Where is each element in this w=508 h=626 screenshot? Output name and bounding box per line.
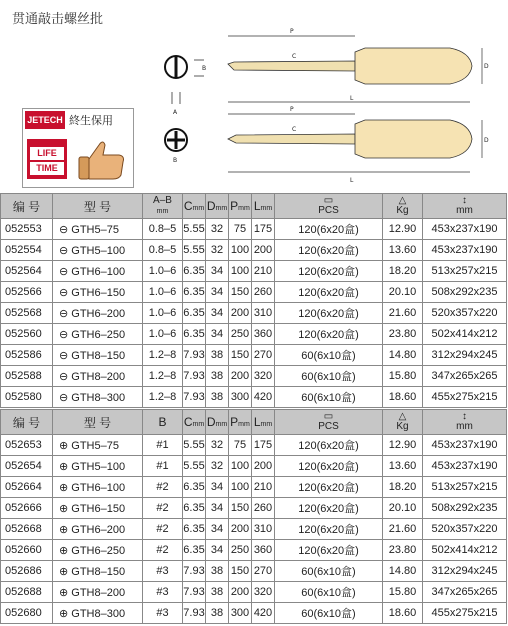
cell-mm: 508x292x235 xyxy=(423,282,507,303)
cell-d: 32 xyxy=(206,435,229,456)
cell-c: 6.35 xyxy=(183,498,206,519)
col-mm: ↕ mm xyxy=(423,410,507,435)
cell-model: ⊖ GTH8–200 xyxy=(53,366,143,387)
cell-l: 360 xyxy=(252,324,275,345)
table-row xyxy=(1,603,507,624)
dim-label-d-top: D xyxy=(484,63,489,70)
cell-p: 200 xyxy=(229,303,252,324)
col-b: B xyxy=(143,410,183,435)
cell-code: 052586 xyxy=(1,345,53,366)
cell-pcs: 120(6x20盒) xyxy=(275,456,383,477)
cell-model: ⊕ GTH8–200 xyxy=(53,582,143,603)
col-model: 型 号 xyxy=(53,410,143,435)
cell-code: 052686 xyxy=(1,561,53,582)
cell-model: ⊕ GTH5–75 xyxy=(53,435,143,456)
cell-p: 200 xyxy=(229,366,252,387)
cell-code: 052560 xyxy=(1,324,53,345)
cell-kg: 21.60 xyxy=(383,303,423,324)
cell-model: ⊖ GTH6–200 xyxy=(53,303,143,324)
cell-model: ⊕ GTH5–100 xyxy=(53,456,143,477)
cell-c: 7.93 xyxy=(183,603,206,624)
cell-p: 100 xyxy=(229,261,252,282)
cell-code: 052654 xyxy=(1,456,53,477)
cell-d: 38 xyxy=(206,561,229,582)
dim-label-l-top: L xyxy=(350,95,354,102)
table-row xyxy=(1,477,507,498)
cell-d: 38 xyxy=(206,603,229,624)
dimension-icon: ↕ xyxy=(462,195,467,206)
cell-l: 310 xyxy=(252,519,275,540)
cell-c: 7.93 xyxy=(183,561,206,582)
cell-p: 75 xyxy=(229,435,252,456)
cell-c: 7.93 xyxy=(183,387,206,408)
cell-mm: 453x237x190 xyxy=(423,219,507,240)
table-row xyxy=(1,540,507,561)
table-row xyxy=(1,282,507,303)
cell-kg: 20.10 xyxy=(383,282,423,303)
cell-pcs: 120(6x20盒) xyxy=(275,261,383,282)
cell-p: 200 xyxy=(229,582,252,603)
cell-code: 052680 xyxy=(1,603,53,624)
col-code: 编 号 xyxy=(1,410,53,435)
cell-code: 052554 xyxy=(1,240,53,261)
col-kg: △ Kg xyxy=(383,410,423,435)
cell-p: 250 xyxy=(229,540,252,561)
cell-mm: 508x292x235 xyxy=(423,498,507,519)
cell-c: 6.35 xyxy=(183,540,206,561)
cell-p: 150 xyxy=(229,498,252,519)
cell-d: 34 xyxy=(206,282,229,303)
cell-d: 34 xyxy=(206,477,229,498)
table-row xyxy=(1,219,507,240)
cell-ab: 1.2–8 xyxy=(143,345,183,366)
col-l: Lmm xyxy=(252,194,275,219)
lifetime-badge xyxy=(27,139,67,179)
cell-c: 6.35 xyxy=(183,519,206,540)
lifetime-line1: LIFE xyxy=(30,147,64,160)
table-row xyxy=(1,387,507,408)
cell-model: ⊖ GTH5–100 xyxy=(53,240,143,261)
table-header-row xyxy=(1,410,507,435)
cell-d: 32 xyxy=(206,219,229,240)
cell-d: 34 xyxy=(206,303,229,324)
cell-kg: 13.60 xyxy=(383,240,423,261)
cell-code: 052666 xyxy=(1,498,53,519)
cell-l: 210 xyxy=(252,477,275,498)
col-c: Cmm xyxy=(183,194,206,219)
cell-code: 052564 xyxy=(1,261,53,282)
cell-l: 270 xyxy=(252,345,275,366)
cell-l: 260 xyxy=(252,498,275,519)
cell-p: 150 xyxy=(229,345,252,366)
cell-kg: 12.90 xyxy=(383,435,423,456)
cell-d: 32 xyxy=(206,456,229,477)
cell-kg: 14.80 xyxy=(383,345,423,366)
table-row xyxy=(1,324,507,345)
cell-l: 200 xyxy=(252,240,275,261)
cell-kg: 14.80 xyxy=(383,561,423,582)
cell-pcs: 120(6x20盒) xyxy=(275,540,383,561)
weight-icon: △ xyxy=(398,411,407,422)
cell-kg: 15.80 xyxy=(383,366,423,387)
cell-ab: 1.0–6 xyxy=(143,261,183,282)
cell-code: 052553 xyxy=(1,219,53,240)
col-c: Cmm xyxy=(183,410,206,435)
cell-b: #3 xyxy=(143,582,183,603)
cell-ab: 1.2–8 xyxy=(143,366,183,387)
cell-kg: 18.20 xyxy=(383,261,423,282)
cell-model: ⊕ GTH6–150 xyxy=(53,498,143,519)
cell-c: 5.55 xyxy=(183,240,206,261)
cell-mm: 347x265x265 xyxy=(423,366,507,387)
dim-label-c-bottom: C xyxy=(292,126,297,133)
cell-b: #2 xyxy=(143,540,183,561)
cell-b: #3 xyxy=(143,603,183,624)
cell-b: #2 xyxy=(143,477,183,498)
col-pcs: ▭ PCS xyxy=(275,194,383,219)
brand-badge xyxy=(22,108,134,188)
cell-mm: 520x357x220 xyxy=(423,303,507,324)
cell-mm: 312x294x245 xyxy=(423,561,507,582)
cell-l: 175 xyxy=(252,219,275,240)
cell-pcs: 120(6x20盒) xyxy=(275,435,383,456)
table-row xyxy=(1,582,507,603)
cell-c: 6.35 xyxy=(183,282,206,303)
cell-code: 052688 xyxy=(1,582,53,603)
cell-d: 32 xyxy=(206,240,229,261)
thumbs-up-icon xyxy=(73,135,129,183)
cell-ab: 0.8–5 xyxy=(143,240,183,261)
cell-c: 6.35 xyxy=(183,324,206,345)
cell-code: 052653 xyxy=(1,435,53,456)
col-pcs: ▭ PCS xyxy=(275,410,383,435)
cell-code: 052588 xyxy=(1,366,53,387)
dim-label-a: A xyxy=(173,109,178,116)
col-p: Pmm xyxy=(229,194,252,219)
cell-p: 300 xyxy=(229,603,252,624)
cell-ab: 1.0–6 xyxy=(143,282,183,303)
cell-mm: 502x414x212 xyxy=(423,540,507,561)
cell-model: ⊖ GTH5–75 xyxy=(53,219,143,240)
cell-l: 320 xyxy=(252,582,275,603)
cell-ab: 1.0–6 xyxy=(143,303,183,324)
cell-kg: 18.60 xyxy=(383,387,423,408)
cell-mm: 513x257x215 xyxy=(423,261,507,282)
cell-code: 052566 xyxy=(1,282,53,303)
cell-p: 150 xyxy=(229,561,252,582)
cell-pcs: 60(6x10盒) xyxy=(275,345,383,366)
cell-model: ⊖ GTH8–300 xyxy=(53,387,143,408)
cell-l: 270 xyxy=(252,561,275,582)
cell-model: ⊖ GTH6–100 xyxy=(53,261,143,282)
cell-c: 7.93 xyxy=(183,582,206,603)
dim-label-b-phillips: B xyxy=(173,157,178,164)
cell-mm: 520x357x220 xyxy=(423,519,507,540)
cell-code: 052664 xyxy=(1,477,53,498)
cell-p: 100 xyxy=(229,456,252,477)
cell-mm: 312x294x245 xyxy=(423,345,507,366)
cell-l: 420 xyxy=(252,603,275,624)
cell-d: 38 xyxy=(206,345,229,366)
cell-l: 310 xyxy=(252,303,275,324)
col-code: 编 号 xyxy=(1,194,53,219)
table-header-row xyxy=(1,194,507,219)
cell-mm: 502x414x212 xyxy=(423,324,507,345)
table-row xyxy=(1,498,507,519)
cell-model: ⊖ GTH8–150 xyxy=(53,345,143,366)
table-row xyxy=(1,519,507,540)
cell-ab: 1.0–6 xyxy=(143,324,183,345)
cell-kg: 23.80 xyxy=(383,540,423,561)
cell-d: 38 xyxy=(206,366,229,387)
cell-d: 34 xyxy=(206,519,229,540)
cell-model: ⊕ GTH6–250 xyxy=(53,540,143,561)
cell-p: 150 xyxy=(229,282,252,303)
cell-l: 420 xyxy=(252,387,275,408)
cell-p: 75 xyxy=(229,219,252,240)
slotted-tip-icon xyxy=(165,56,187,78)
cell-pcs: 120(6x20盒) xyxy=(275,282,383,303)
cell-c: 5.55 xyxy=(183,219,206,240)
col-d: Dmm xyxy=(206,410,229,435)
cell-pcs: 120(6x20盒) xyxy=(275,498,383,519)
cell-model: ⊕ GTH6–100 xyxy=(53,477,143,498)
cell-c: 7.93 xyxy=(183,345,206,366)
cell-kg: 21.60 xyxy=(383,519,423,540)
cell-d: 38 xyxy=(206,582,229,603)
cell-code: 052568 xyxy=(1,303,53,324)
cell-mm: 455x275x215 xyxy=(423,387,507,408)
cell-kg: 18.20 xyxy=(383,477,423,498)
cell-mm: 513x257x215 xyxy=(423,477,507,498)
lifetime-line2: TIME xyxy=(30,162,64,175)
cell-kg: 18.60 xyxy=(383,603,423,624)
cell-d: 34 xyxy=(206,261,229,282)
cell-mm: 455x275x215 xyxy=(423,603,507,624)
cell-model: ⊖ GTH6–150 xyxy=(53,282,143,303)
cell-l: 175 xyxy=(252,435,275,456)
slotted-spec-table xyxy=(0,193,507,408)
col-d: Dmm xyxy=(206,194,229,219)
cell-p: 300 xyxy=(229,387,252,408)
table-row xyxy=(1,456,507,477)
col-ab: A–B mm xyxy=(143,194,183,219)
cell-model: ⊕ GTH6–200 xyxy=(53,519,143,540)
dim-label-l-bottom: L xyxy=(350,177,354,184)
cell-pcs: 120(6x20盒) xyxy=(275,519,383,540)
cell-l: 360 xyxy=(252,540,275,561)
table-row xyxy=(1,435,507,456)
cell-model: ⊕ GTH8–150 xyxy=(53,561,143,582)
cell-pcs: 120(6x20盒) xyxy=(275,303,383,324)
cell-c: 5.55 xyxy=(183,435,206,456)
dim-label-p-top: P xyxy=(290,28,294,35)
cell-pcs: 120(6x20盒) xyxy=(275,477,383,498)
cell-kg: 15.80 xyxy=(383,582,423,603)
page-title: 贯通敲击螺丝批 xyxy=(12,12,104,27)
screwdriver-drawings xyxy=(150,22,500,187)
table-row xyxy=(1,261,507,282)
col-model: 型 号 xyxy=(53,194,143,219)
cell-mm: 347x265x265 xyxy=(423,582,507,603)
cell-kg: 12.90 xyxy=(383,219,423,240)
table-row xyxy=(1,345,507,366)
cell-b: #2 xyxy=(143,519,183,540)
cell-l: 210 xyxy=(252,261,275,282)
cell-c: 6.35 xyxy=(183,261,206,282)
cell-pcs: 120(6x20盒) xyxy=(275,240,383,261)
cell-b: #1 xyxy=(143,456,183,477)
cell-c: 6.35 xyxy=(183,303,206,324)
cell-c: 7.93 xyxy=(183,366,206,387)
cell-l: 320 xyxy=(252,366,275,387)
dim-label-p-bottom: P xyxy=(290,106,294,113)
dimension-icon: ↕ xyxy=(462,411,467,422)
box-icon: ▭ xyxy=(323,195,334,206)
cell-mm: 453x237x190 xyxy=(423,456,507,477)
weight-icon: △ xyxy=(398,195,407,206)
phillips-spec-table xyxy=(0,409,507,624)
cell-b: #2 xyxy=(143,498,183,519)
table-row xyxy=(1,240,507,261)
brand-logo: JETECH xyxy=(25,111,65,129)
table-row xyxy=(1,561,507,582)
cell-ab: 0.8–5 xyxy=(143,219,183,240)
lifetime-slogan: 終生保用 xyxy=(69,114,113,127)
cell-c: 6.35 xyxy=(183,477,206,498)
cell-d: 34 xyxy=(206,540,229,561)
cell-l: 260 xyxy=(252,282,275,303)
cell-d: 34 xyxy=(206,324,229,345)
col-l: Lmm xyxy=(252,410,275,435)
cell-model: ⊕ GTH8–300 xyxy=(53,603,143,624)
dim-label-b-slotted: B xyxy=(202,65,207,72)
cell-b: #3 xyxy=(143,561,183,582)
cell-kg: 23.80 xyxy=(383,324,423,345)
cell-p: 250 xyxy=(229,324,252,345)
cell-pcs: 120(6x20盒) xyxy=(275,324,383,345)
cell-pcs: 60(6x10盒) xyxy=(275,387,383,408)
box-icon: ▭ xyxy=(323,411,334,422)
cell-code: 052580 xyxy=(1,387,53,408)
cell-pcs: 120(6x20盒) xyxy=(275,219,383,240)
dim-label-d-bottom: D xyxy=(484,137,489,144)
cell-p: 100 xyxy=(229,477,252,498)
cell-pcs: 60(6x10盒) xyxy=(275,582,383,603)
cell-d: 38 xyxy=(206,387,229,408)
cell-mm: 453x237x190 xyxy=(423,435,507,456)
cell-ab: 1.2–8 xyxy=(143,387,183,408)
cell-b: #1 xyxy=(143,435,183,456)
table-row xyxy=(1,366,507,387)
cell-code: 052660 xyxy=(1,540,53,561)
cell-kg: 20.10 xyxy=(383,498,423,519)
cell-kg: 13.60 xyxy=(383,456,423,477)
cell-code: 052668 xyxy=(1,519,53,540)
cell-l: 200 xyxy=(252,456,275,477)
cell-pcs: 60(6x10盒) xyxy=(275,366,383,387)
dim-label-c-top: C xyxy=(292,53,297,60)
cell-p: 200 xyxy=(229,519,252,540)
table-row xyxy=(1,303,507,324)
cell-c: 5.55 xyxy=(183,456,206,477)
col-kg: △ Kg xyxy=(383,194,423,219)
phillips-tip-icon xyxy=(165,129,187,151)
cell-mm: 453x237x190 xyxy=(423,240,507,261)
cell-d: 34 xyxy=(206,498,229,519)
col-p: Pmm xyxy=(229,410,252,435)
col-mm: ↕ mm xyxy=(423,194,507,219)
cell-p: 100 xyxy=(229,240,252,261)
cell-pcs: 60(6x10盒) xyxy=(275,561,383,582)
cell-pcs: 60(6x10盒) xyxy=(275,603,383,624)
cell-model: ⊖ GTH6–250 xyxy=(53,324,143,345)
